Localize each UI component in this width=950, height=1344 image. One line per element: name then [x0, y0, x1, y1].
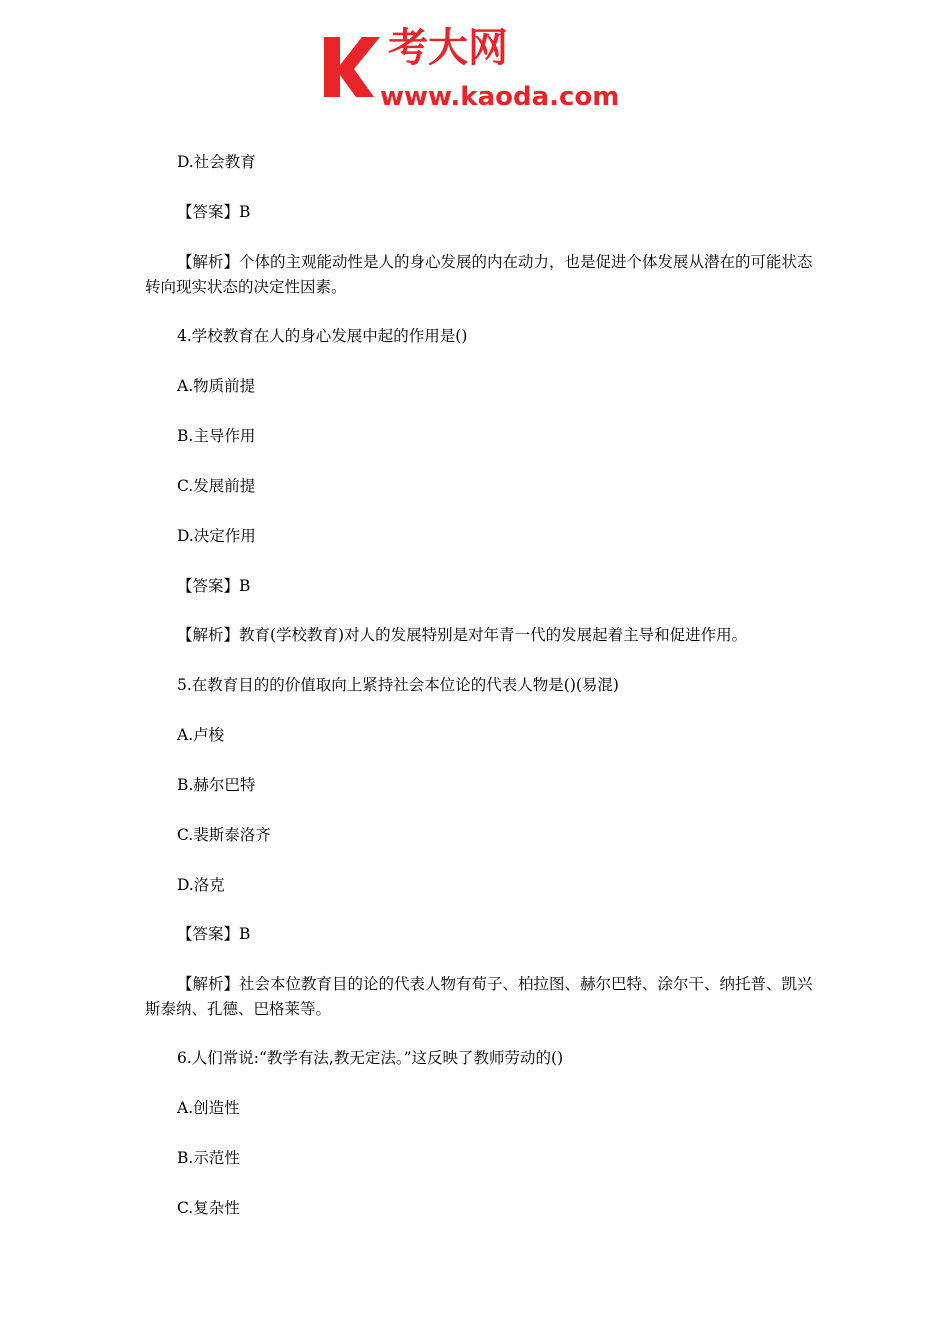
q6-option-c: C.复杂性 [177, 1199, 240, 1217]
q4-option-c: C.发展前提 [177, 477, 256, 495]
q5-answer: 【答案】B [177, 925, 251, 943]
q5-option-c: C.裴斯泰洛齐 [177, 826, 271, 844]
q4-option-d: D.决定作用 [177, 527, 256, 545]
q6-option-a: A.创造性 [177, 1099, 240, 1117]
q6-option-b: B.示范性 [177, 1149, 240, 1167]
q4-answer: 【答案】B [177, 577, 251, 595]
q3-answer: 【答案】B [177, 203, 251, 221]
q4-option-b: B.主导作用 [177, 427, 256, 445]
q6-question: 6.人们常说:“教学有法,教无定法。”这反映了教师劳动的() [177, 1049, 564, 1067]
q4-question: 4.学校教育在人的身心发展中起的作用是() [177, 327, 468, 345]
q5-question: 5.在教育目的的价值取向上紧持社会本位论的代表人物是()(易混) [177, 676, 619, 694]
q5-option-b: B.赫尔巴特 [177, 776, 256, 794]
q5-option-d: D.洛克 [177, 876, 225, 894]
kaoda-logo-graphic [318, 27, 638, 109]
q4-analysis: 【解析】教育(学校教育)对人的发展特别是对年青一代的发展起着主导和促进作用。 [177, 626, 748, 644]
logo-url: www.kaoda.com [380, 82, 620, 109]
logo-brand-cn: 考大网 [388, 27, 508, 71]
q5-option-a: A.卢梭 [177, 726, 225, 744]
q5-analysis: 【解析】社会本位教育目的论的代表人物有荀子、柏拉图、赫尔巴特、涂尔干、纳托普、凯兴斯泰纳、孔德、巴格莱等。 [145, 975, 813, 1018]
q3-analysis: 【解析】个体的主观能动性是人的身心发展的内在动力，也是促进个体发展从潜在的可能状态转向现实状态的决定性因素。 [145, 253, 813, 296]
q3-option-d: D.社会教育 [177, 153, 256, 171]
q4-option-a: A.物质前提 [177, 377, 256, 395]
kaoda-logo [318, 27, 638, 109]
